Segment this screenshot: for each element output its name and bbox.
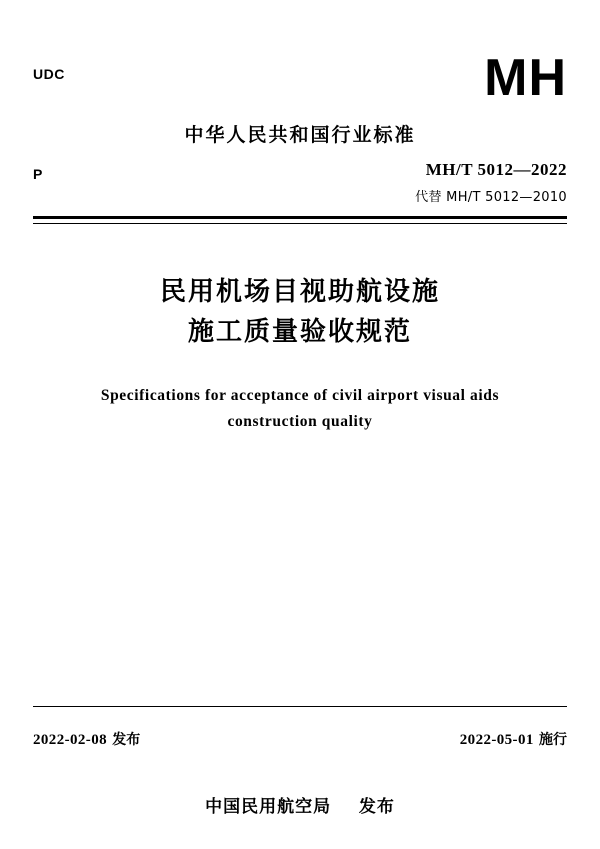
issuer-action: 发布 [358,797,395,817]
effective-date-group [460,729,567,749]
issuer-organization: 中国民用航空局 [205,797,332,817]
footer-rule [33,706,567,707]
title-block [0,272,600,435]
effective-date: 2022-05-01 [459,732,534,748]
title-chinese-line-2: 施工质量验收规范 [187,317,412,348]
issued-date-label: 发布 [112,732,141,748]
title-english-line-1: Specifications for acceptance of civil airport visual aids [100,386,500,404]
title-english-line-2: construction quality [227,412,373,430]
title-chinese-line-1: 民用机场目视助航设施 [159,277,440,307]
udc-label: UDC [33,66,65,82]
header-rule-thick [33,216,567,219]
issued-date: 2022-02-08 [33,732,107,748]
date-row [33,729,567,749]
classification-code: P [33,166,43,182]
header-rule-thin [33,223,567,224]
issuer-row [0,792,600,817]
cover-header [33,49,567,218]
effective-date-label: 施行 [539,732,567,748]
mh-logo: MH [484,49,567,107]
replaced-standard-number: 代替 MH/T 5012—2010 [415,190,567,205]
standard-series-title: 中华人民共和国行业标准 [184,124,416,146]
standard-number: MH/T 5012—2022 [425,160,567,179]
issued-date-group [33,729,140,749]
